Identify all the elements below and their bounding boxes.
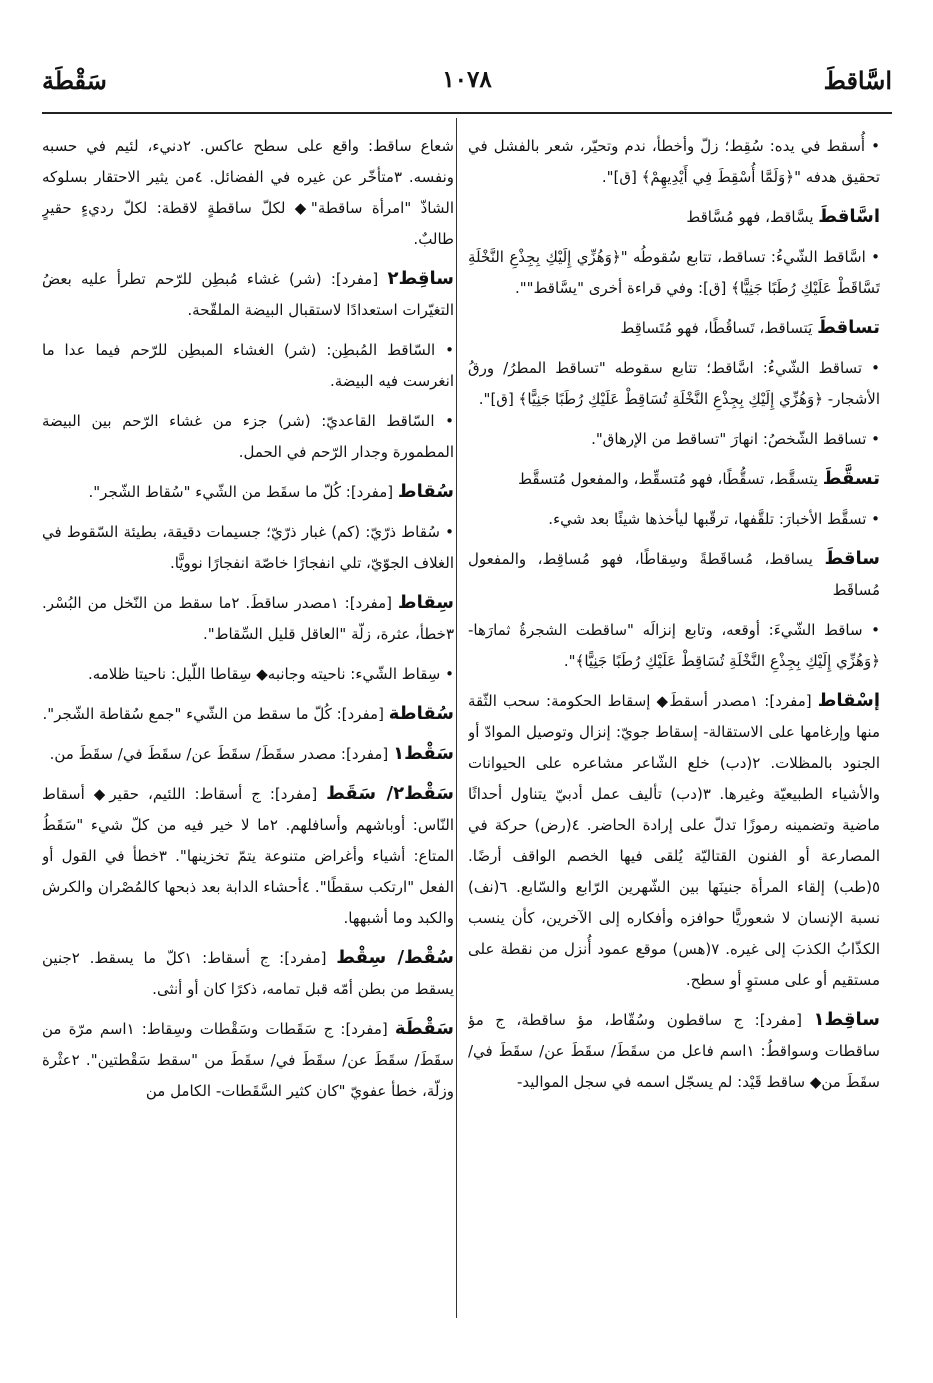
entry-text: • السّاقط القاعديّ: (شر) جزء من غشاء الرّحم بين البيضة المطمورة وجدار الرّحم في الحمل. bbox=[42, 412, 454, 461]
entry-headword: سَقْط١ bbox=[393, 743, 454, 764]
dictionary-entry bbox=[42, 263, 454, 326]
entry-headword: سِقاط bbox=[397, 592, 454, 613]
dictionary-entry bbox=[468, 241, 880, 304]
entry-text: [مفرد]: مصدر سقَطَ/ سقَطَ عن/ سقَطَ في/ سقَطَ من. bbox=[49, 745, 389, 763]
entry-headword: ساقِط١ bbox=[813, 1009, 880, 1030]
entry-headword: ساقِط٢ bbox=[387, 268, 454, 289]
entry-text: [مفرد]: ج ساقطون وسُقّاط، مؤ ساقطة، ج مؤ ساقطات وسواقطُ: ١اسم فاعل من سقَطَ/ سقَطَ عن/ سقَطَ في/ سقَطَ من◆ ساقط قَيْد: لم يسجّل اسمه في سجل المواليد- bbox=[468, 1011, 880, 1091]
dictionary-entry bbox=[468, 503, 880, 535]
dictionary-entry bbox=[468, 352, 880, 415]
entry-headword: ساقطَ bbox=[824, 548, 880, 569]
entry-text: [مفرد]: ١مصدر أسقطَ◆ إسقاط الحكومة: سحب الثّقة منها وإرغامها على الاستقالة- إسقاط جويّ: إنزال وتوصيل الموادّ أو الجنود بالمظلات. ٢(دب) خلع الشّاعر مشاعره على الحيوانات والأشياء الطبيعيّة وغيرها. ٣(دب) تأليف عمل أدبيّ يتناول أحداثًا ماضية وتضمينه رموزًا تدلّ على إرادة الحاضر. ٤(رض) حركة في المصارعة أو الفنون القتاليّة يُلقى فيها الخصم الواقف أرضًا. ٥(طب) إلقاء المرأة جنينَها بين الشّهرين الرّابع والسّابع. ٦(نف) نسبة الإنسان لا شعوريًّا حوافزه وأفكاره إلى الآخرين، كأن ينسب الكذّابُ الكذبَ إلى غيره. ٧(هس) موقع عمود أُنزل من نقطة على مستقيم أو على مستوٍ أو سطح. bbox=[468, 692, 880, 989]
entry-headword: سُقْط/ سِقْط bbox=[336, 947, 454, 968]
entry-text: • اسَّاقط الشّيءُ: تساقط، تتابع سُقوطُه "﴿وَهُزِّي إِلَيْكِ بِجِذْعِ النَّخْلَةِ تَسَّاقَطْ عَلَيْكِ رُطَبًا جَنِيًّا﴾ [ق]: وفي قراءة أخرى "يسَّاقط"". bbox=[468, 248, 880, 297]
entry-text: • سُقاط ذرّيّ: (كم) غبار ذرّيّ؛ جسيمات دقيقة، بطيئة السّقوط في الغلاف الجوّيّ، تلي انفجارًا خاصّة انفجارًا نوويًّا. bbox=[42, 523, 454, 572]
dictionary-entry bbox=[42, 587, 454, 650]
dictionary-entry bbox=[468, 423, 880, 455]
entry-text: يساقط، مُساقَطةً وسِقاطًا، فهو مُساقِط، والمفعول مُساقَط bbox=[468, 550, 880, 599]
entry-headword: سُقاط bbox=[397, 481, 454, 502]
header-last-word: سَقْطَة bbox=[42, 66, 107, 95]
dictionary-entry bbox=[468, 130, 880, 193]
entry-text: • ساقط الشّيءَ: أوقعه، وتابع إنزالَه "ساقطت الشجرةُ ثمارَها- ﴿وَهُزِّي إِلَيْكِ بِجِذْعِ النَّخْلَةِ تُسَاقِطْ عَلَيْكِ رُطَبًا جَنِيًّا﴾". bbox=[468, 621, 880, 670]
dictionary-entry bbox=[468, 312, 880, 344]
entry-headword: تسقَّطَ bbox=[822, 468, 880, 489]
dictionary-entry bbox=[468, 685, 880, 996]
dictionary-entry bbox=[42, 130, 454, 255]
entry-text: • تسقَّط الأخبارَ: تلقَّفها، ترقّبها ليأخذها شيئًا بعد شيء. bbox=[548, 510, 880, 528]
entry-headword: سُقاطة bbox=[388, 703, 454, 724]
entry-headword: إسْقاط bbox=[817, 690, 880, 711]
entry-text: • تساقط الشّيءُ: اسَّاقط؛ تتابع سقوطه "تساقط المطرُ/ ورقُ الأشجار- ﴿وَهُزِّي إِلَيْكِ بِجِذْعِ النَّخْلَةِ تُسَاقِطْ عَلَيْكِ رُطَبًا جَنِيًّا﴾ [ق]". bbox=[468, 359, 880, 408]
column-divider bbox=[456, 118, 457, 1318]
entry-text: [مفرد]: كُلّ ما سقط من الشّيء "جمع سُقاطة الشّجر". bbox=[42, 705, 384, 723]
left-column bbox=[42, 130, 454, 1330]
entry-headword: سَقْط٢/ سَقَط bbox=[326, 783, 454, 804]
entry-text: [مفرد]: ج أسقاط: ١كلّ ما يسقط. ٢جنين يسقط من بطن أمّه قبل تمامه، ذكرًا كان أو أنثى. bbox=[42, 949, 454, 998]
entry-text: [مفرد]: ج سَقَطات وسَقْطات وسِقاط: ١اسم مرّة من سقَطَ/ سقَطَ عن/ سقَطَ في/ سقَطَ من "سقط سَقْطتين". ٢عثْرة وزلّة، خطأ عفويّ "كان كثير السَّقَطات- الكامل من bbox=[42, 1020, 454, 1100]
page-number: ١٠٧٨ bbox=[442, 66, 492, 93]
dictionary-entry bbox=[42, 476, 454, 508]
entry-text: [مفرد]: ج أسقاط: اللئيم، حقير◆ أسقاط النّاس: أوباشهم وأسافلهم. ٢ما لا خير فيه من كلّ شيء "سَقَطُ المتاع: أشياء وأغراض متنوعة يتمّ تخزينها". ٣خطأ في القول أو الفعل "ارتكب سقطًا". ٤أحشاء الدابة بعد ذبحها كالمُصْران والكرش والكبد وما أشبهها. bbox=[42, 785, 454, 927]
entry-headword: اسَّاقطَ bbox=[818, 206, 880, 227]
entry-text: • السّاقط المُبطِن: (شر) الغشاء المبطِن للرّحم فيما عدا ما انغرست فيه البيضة. bbox=[42, 341, 454, 390]
entry-text: [مفرد]: ١مصدر ساقطَ. ٢ما سقط من النّخل من البُسْر. ٣خطأ، عثرة، زلّة "العاقل قليل السِّقاط". bbox=[42, 594, 454, 643]
entry-text: يَتساقط، تَساقُطًا، فهو مُتَساقِط bbox=[620, 319, 813, 337]
entry-text: • سِقاط الشّيء: ناحيته وجانبه◆ سِقاطا اللّيل: ناحيتا ظلامه. bbox=[87, 665, 454, 683]
entry-text: يسَّاقط، فهو مُسَّاقط bbox=[686, 208, 814, 226]
entry-text: • تساقط الشّخصُ: انهارَ "تساقط من الإرهاق". bbox=[591, 430, 880, 448]
dictionary-entry bbox=[42, 738, 454, 770]
header-rule bbox=[42, 112, 892, 114]
dictionary-entry bbox=[468, 463, 880, 495]
dictionary-entry bbox=[42, 942, 454, 1005]
dictionary-entry bbox=[468, 1004, 880, 1098]
dictionary-entry bbox=[42, 1013, 454, 1107]
entry-text: • أُسقط في يده: سُقِط؛ زلّ وأخطأ، ندم وتحيّر، شعر بالفشل في تحقيق هدفه "﴿وَلَمَّا أُسْقِطَ فِي أَيْدِيهِمْ﴾ [ق]". bbox=[468, 137, 880, 186]
right-column bbox=[468, 130, 880, 1330]
entry-text: يتسقَّط، تسقُّطًا، فهو مُتسقِّط، والمفعول مُتسقَّط bbox=[518, 470, 818, 488]
header-first-word: اسَّاقطَ bbox=[823, 66, 892, 95]
entry-text: [مفرد]: (شر) غشاء مُبطِن للرّحم تطرأ عليه بعضُ التغيّرات استعدادًا لاستقبال البيضة الملقّحة. bbox=[42, 270, 454, 319]
dictionary-entry bbox=[468, 543, 880, 606]
entry-headword: سَقْطَة bbox=[394, 1018, 454, 1039]
dictionary-entry bbox=[42, 658, 454, 690]
entry-headword: تساقطَ bbox=[817, 317, 880, 338]
dictionary-entry bbox=[42, 516, 454, 579]
entry-text: شعاع ساقط: واقع على سطح عاكس. ٢دنيء، لئيم في حسبه ونفسه. ٣متأخّر عن غيره في الفضائل. ٤من يثير الاحتقار بسلوكه الشاذّ "امرأة ساقطة"◆ لكلّ ساقطةٍ لاقطة: لكلّ رديءٍ حقيرٍ طالبٌ. bbox=[42, 137, 454, 248]
dictionary-entry bbox=[468, 201, 880, 233]
dictionary-entry bbox=[42, 334, 454, 397]
dictionary-entry bbox=[42, 405, 454, 468]
page-header bbox=[42, 66, 892, 106]
dictionary-entry bbox=[468, 614, 880, 677]
dictionary-entry bbox=[42, 778, 454, 934]
entry-text: [مفرد]: كُلّ ما سقَط من الشّيء "سُقاط الشّجر". bbox=[88, 483, 394, 501]
dictionary-entry bbox=[42, 698, 454, 730]
